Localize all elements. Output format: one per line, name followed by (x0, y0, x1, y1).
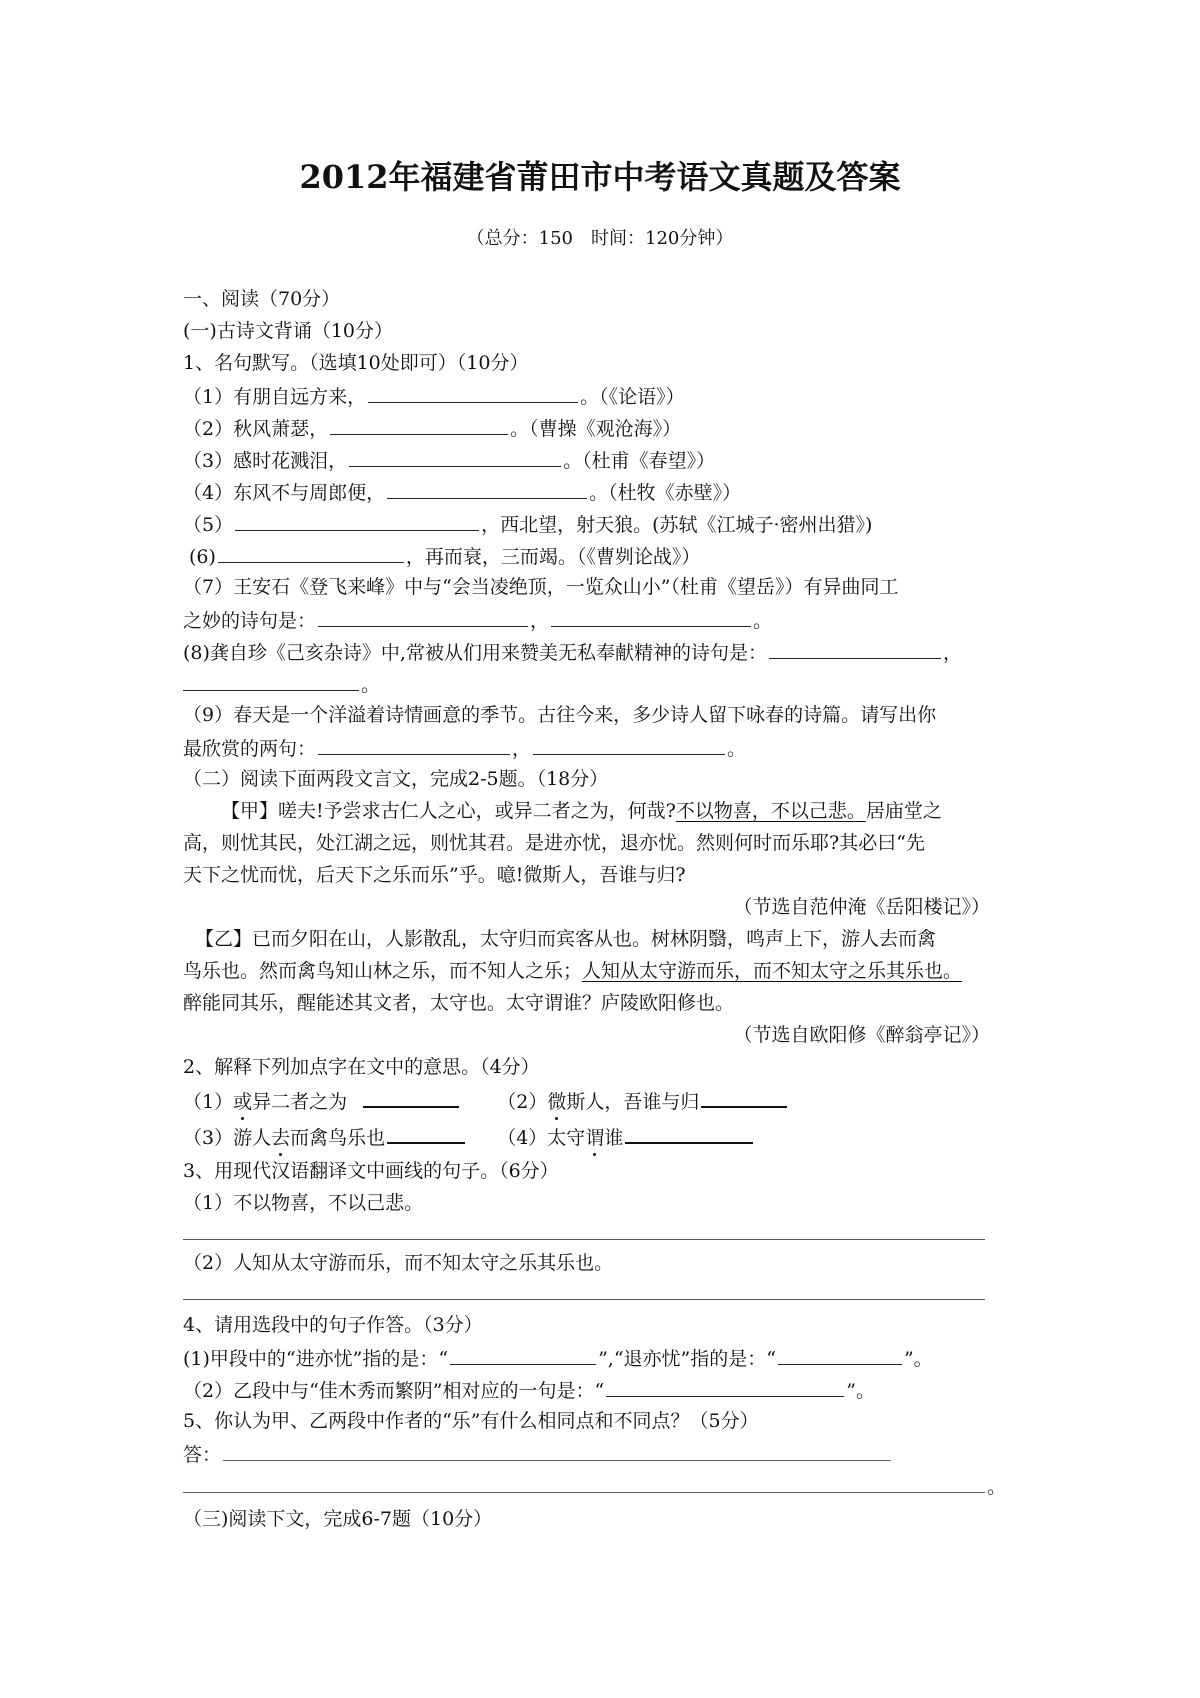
part-heading: （三)阅读下文，完成6-7题（10分） (183, 1508, 493, 1530)
question-title: 5、你认为甲、乙两段中作者的“乐”有什么相同点和不同点？（5分） (183, 1410, 759, 1432)
answer-line[interactable] (183, 1299, 985, 1300)
page-subtitle: （总分：150 时间：120分钟） (466, 228, 734, 249)
question-title: 4、请用选段中的句子作答。（3分） (183, 1314, 483, 1336)
passage-line: 醉能同其乐，醒能述其文者，太守也。太守谓谁？庐陵欧阳修也。 (183, 992, 735, 1014)
dotted-char: 去 (271, 1127, 291, 1149)
question-item: （1）不以物喜，不以己悲。 (183, 1192, 424, 1214)
fill-blank[interactable] (318, 606, 528, 627)
passage-line: 【甲】嗟夫!予尝求古仁人之心，或异二者之为，何哉?不以物喜，不以己悲。居庙堂之 (221, 800, 942, 822)
section-heading: 一、阅读（70分） (183, 288, 341, 310)
fill-blank[interactable] (450, 1344, 596, 1365)
underlined-sentence: 不以物喜，不以己悲。 (675, 800, 866, 822)
question-item: （7）王安石《登飞来峰》中与“会当凌绝顶，一览众山小”（杜甫《望岳》）有异曲同工 (183, 576, 899, 598)
question-item: (8)龚自珍《己亥杂诗》中,常被从们用来赞美无私奉献精神的诗句是： ， (183, 638, 962, 666)
fill-blank[interactable] (218, 542, 404, 563)
question-item: （4）东风不与周郎便， 。（杜牧《赤壁》） (183, 478, 741, 506)
question-title: 3、用现代汉语翻译文中画线的句子。（6分） (183, 1160, 559, 1182)
answer-line[interactable] (223, 1440, 891, 1461)
dotted-char: 或 (233, 1091, 253, 1113)
dotted-char: 谓 (585, 1127, 605, 1149)
dotted-char: 微 (547, 1091, 567, 1113)
passage-source: （节选自欧阳修《醉翁亭记》） (733, 1024, 990, 1046)
fill-blank[interactable] (387, 1122, 465, 1144)
question-item: 。 (183, 670, 380, 698)
fill-blank[interactable] (551, 606, 751, 627)
fill-blank[interactable] (183, 670, 359, 691)
passage-line: 高，则忧其民，处江湖之远，则忧其君。是进亦忧，退亦忧。然则何时而乐耶?其必曰“先 (183, 832, 925, 854)
fill-blank[interactable] (363, 1086, 459, 1108)
part-heading: (一)古诗文背诵（10分） (183, 320, 394, 342)
question-item: （2）乙段中与“佳木秀而繁阴”相对应的一句是：“ ”。 (183, 1376, 875, 1404)
question-item: （2）人知从太守游而乐，而不知太守之乐其乐也。 (183, 1252, 614, 1274)
fill-blank[interactable] (387, 478, 587, 499)
passage-source: （节选自范仲淹《岳阳楼记》） (733, 896, 990, 918)
fill-blank[interactable] (769, 638, 941, 659)
fill-blank[interactable] (701, 1086, 787, 1108)
answer-row: 答： (183, 1440, 893, 1468)
passage-line: 鸟乐也。然而禽鸟知山林之乐，而不知人之乐；人知从太守游而乐，而不知太守之乐其乐也。 (183, 960, 963, 982)
fill-blank[interactable] (778, 1344, 902, 1365)
fill-blank[interactable] (330, 414, 508, 435)
question-item: 最欣赏的两句： ， 。 (183, 734, 746, 762)
question-item: （3）游人去而禽鸟乐也 （4）太守谓谁 (183, 1122, 755, 1151)
fill-blank[interactable] (625, 1122, 753, 1144)
question-title: 2、解释下列加点字在文中的意思。（4分） (183, 1056, 540, 1078)
question-item: （2）秋风萧瑟， 。（曹操《观沧海》） (183, 414, 681, 442)
question-item: （3）感时花溅泪， 。（杜甫《春望》） (183, 446, 715, 474)
answer-line[interactable] (183, 1472, 985, 1493)
fill-blank[interactable] (318, 734, 510, 755)
passage-line: 天下之忧而忧，后天下之乐而乐”乎。噫!微斯人，吾谁与归? (183, 864, 686, 886)
question-item: （1）有朋自远方来， 。（《论语》） (183, 382, 685, 410)
question-item: (1)甲段中的“进亦忧”指的是：“ ”,“退亦忧”指的是：“ ”。 (183, 1344, 933, 1372)
part-heading: （二）阅读下面两段文言文，完成2-5题。（18分） (183, 768, 609, 790)
answer-line[interactable] (183, 1239, 985, 1240)
question-item: （5） ，西北望，射天狼。(苏轼《江城子·密州出猎》) (183, 510, 872, 538)
fill-blank[interactable] (533, 734, 725, 755)
fill-blank[interactable] (235, 510, 479, 531)
fill-blank[interactable] (368, 382, 578, 403)
question-item: 之妙的诗句是： ， 。 (183, 606, 772, 634)
answer-row: 。 (183, 1472, 1006, 1500)
question-item: （1）或异二者之为 （2）微斯人，吾谁与归 (183, 1086, 789, 1115)
fill-blank[interactable] (606, 1376, 844, 1397)
fill-blank[interactable] (349, 446, 561, 467)
page-title: 2012年福建省莆田市中考语文真题及答案 (299, 158, 901, 196)
passage-line: 【乙】已而夕阳在山，人影散乱，太守归而宾客从也。树林阴翳，鸣声上下，游人去而禽 (195, 928, 937, 950)
question-item: （9）春天是一个洋溢着诗情画意的季节。古往今来，多少诗人留下咏春的诗篇。请写出你 (183, 704, 937, 726)
question-item: (6) ，再而衰，三而竭。（《曹刿论战》） (189, 542, 700, 570)
question-title: 1、名句默写。（选填10处即可）（10分） (183, 352, 529, 374)
underlined-sentence: 人知从太守游而乐，而不知太守之乐其乐也。 (582, 960, 963, 982)
